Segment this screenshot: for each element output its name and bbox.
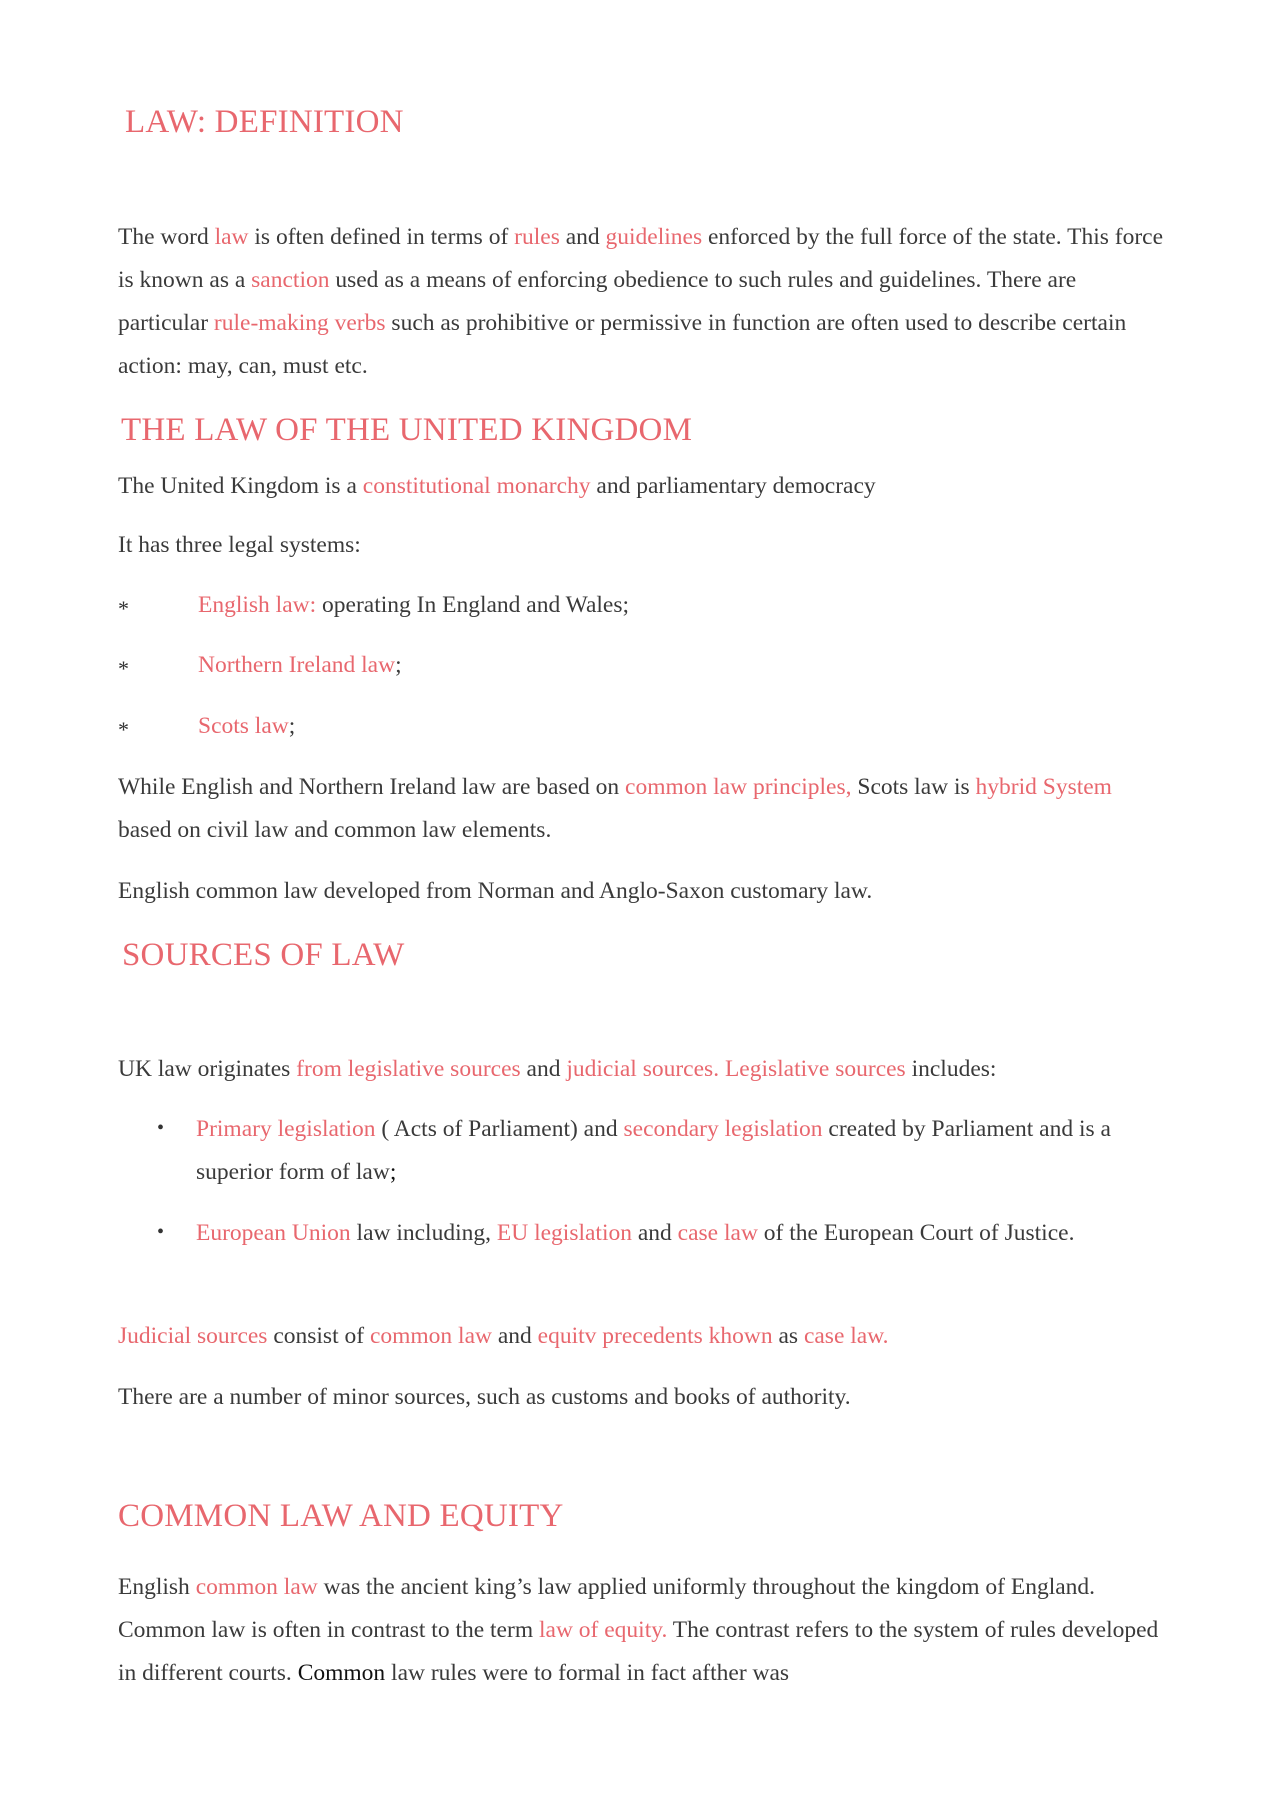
keyword-common-law: common law: [369, 1323, 492, 1349]
text: While English and Northern Ireland law are based on: [118, 774, 626, 800]
keyword-northern-ireland-law: Northern Ireland law: [198, 652, 396, 678]
list-marker: *: [118, 717, 129, 742]
keyword-common-law-principles: common law principles,: [625, 774, 852, 800]
paragraph-uk-law-origins: [118, 1048, 1168, 1091]
paragraph-uk-monarchy: [118, 465, 1168, 508]
text: used as a means of enforcing obedience to such rules and guidelines. There are particular: [118, 267, 1077, 336]
paragraph-three-systems: It has three legal systems:: [118, 532, 361, 558]
text: Scots law is: [851, 774, 976, 800]
text: The United Kingdom is a: [118, 473, 363, 499]
keyword-common-law: common law: [195, 1574, 318, 1600]
paragraph-judicial-sources: [118, 1315, 1168, 1358]
text: was the ancient king’s law applied uniformly throughout the kingdom of England. Common law is often in contrast to the term: [118, 1574, 1096, 1643]
paragraph-common-law: [118, 1566, 1168, 1695]
text: ( Acts of Parliament) and: [375, 1116, 624, 1142]
text: and: [559, 224, 606, 250]
paragraph-english-common-law: English common law developed from Norman and Anglo-Saxon customary law.: [118, 878, 873, 904]
keyword-scots-law: Scots law: [198, 713, 289, 739]
keyword-legislative-sources: from legislative sources: [296, 1056, 521, 1082]
text: and: [631, 1220, 678, 1246]
text: consist of: [267, 1323, 370, 1349]
heading-common-law-and-equity: COMMON LAW AND EQUITY: [118, 1498, 564, 1534]
keyword-equity-precedents: equitv precedents khown: [537, 1323, 773, 1349]
text: based on civil law and common law elements.: [118, 817, 552, 843]
keyword-rules: rules: [514, 224, 560, 250]
text: The contrast refers to the system of rules developed in different courts.: [118, 1617, 1159, 1686]
text: of the European Court of Justice.: [757, 1220, 1075, 1246]
text: ;: [389, 1159, 397, 1185]
keyword-judicial-sources: judicial sources. Legislative sources: [566, 1056, 906, 1082]
keyword-case-law: case law: [677, 1220, 758, 1246]
list-item-english-law: [198, 584, 629, 627]
text: law including,: [350, 1220, 497, 1246]
heading-law-definition: LAW: DEFINITION: [125, 104, 404, 140]
keyword-eu-legislation: EU legislation: [496, 1220, 632, 1246]
list-item-primary-legislation: [196, 1108, 1156, 1194]
list-marker: *: [118, 656, 129, 681]
keyword-hybrid-system: hybrid System: [975, 774, 1112, 800]
keyword-guidelines: guidelines: [605, 224, 703, 250]
text: includes:: [905, 1056, 997, 1082]
text: law rules were to formal in fact afther was: [385, 1660, 790, 1686]
keyword-case-law: case law.: [803, 1323, 889, 1349]
heading-sources-of-law: SOURCES OF LAW: [122, 937, 405, 973]
text: created by Parliament and is a superior form of law: [196, 1116, 1111, 1185]
text: and: [491, 1323, 538, 1349]
text: ;: [288, 713, 296, 739]
text: enforced by the full force of the state. This force is known as a: [118, 224, 1164, 293]
bullet-marker: •: [157, 1117, 165, 1139]
keyword-primary-legislation: Primary legislation: [196, 1116, 376, 1142]
text: operating In England and Wales;: [316, 592, 630, 618]
keyword-european-union: European Union: [196, 1220, 351, 1246]
keyword-sanction: sanction: [251, 267, 330, 293]
keyword-constitutional-monarchy: constitutional monarchy: [362, 473, 591, 499]
text: English: [118, 1574, 196, 1600]
bullet-marker: •: [157, 1221, 165, 1243]
text: Common: [297, 1660, 386, 1686]
text: The word: [118, 224, 215, 250]
text: UK law originates: [118, 1056, 297, 1082]
paragraph-minor-sources: There are a number of minor sources, such as customs and books of authority.: [118, 1384, 851, 1410]
text: and parliamentary democracy: [590, 473, 876, 499]
text: such as prohibitive or permissive in function are often used to describe certain action: may, can, must etc.: [118, 310, 1127, 379]
paragraph-common-law-principles: [118, 766, 1168, 852]
text: is often defined in terms of: [248, 224, 515, 250]
keyword-law-of-equity: law of equity.: [538, 1617, 668, 1643]
keyword-rule-making-verbs: rule-making verbs: [213, 310, 386, 336]
text: as: [772, 1323, 804, 1349]
list-item-european-union: [196, 1212, 1156, 1255]
list-marker: *: [118, 596, 129, 621]
heading-uk-law: THE LAW OF THE UNITED KINGDOM: [121, 412, 693, 448]
text: ;: [395, 652, 402, 678]
list-item-scots-law: [198, 705, 295, 748]
keyword-secondary-legislation: secondary legislation: [623, 1116, 823, 1142]
keyword-english-law: English law:: [198, 592, 317, 618]
keyword-law: law: [214, 224, 249, 250]
paragraph-law-definition: [118, 216, 1168, 388]
list-item-northern-ireland-law: [198, 644, 402, 687]
text: and: [520, 1056, 567, 1082]
keyword-judicial-sources: Judicial sources: [118, 1323, 268, 1349]
